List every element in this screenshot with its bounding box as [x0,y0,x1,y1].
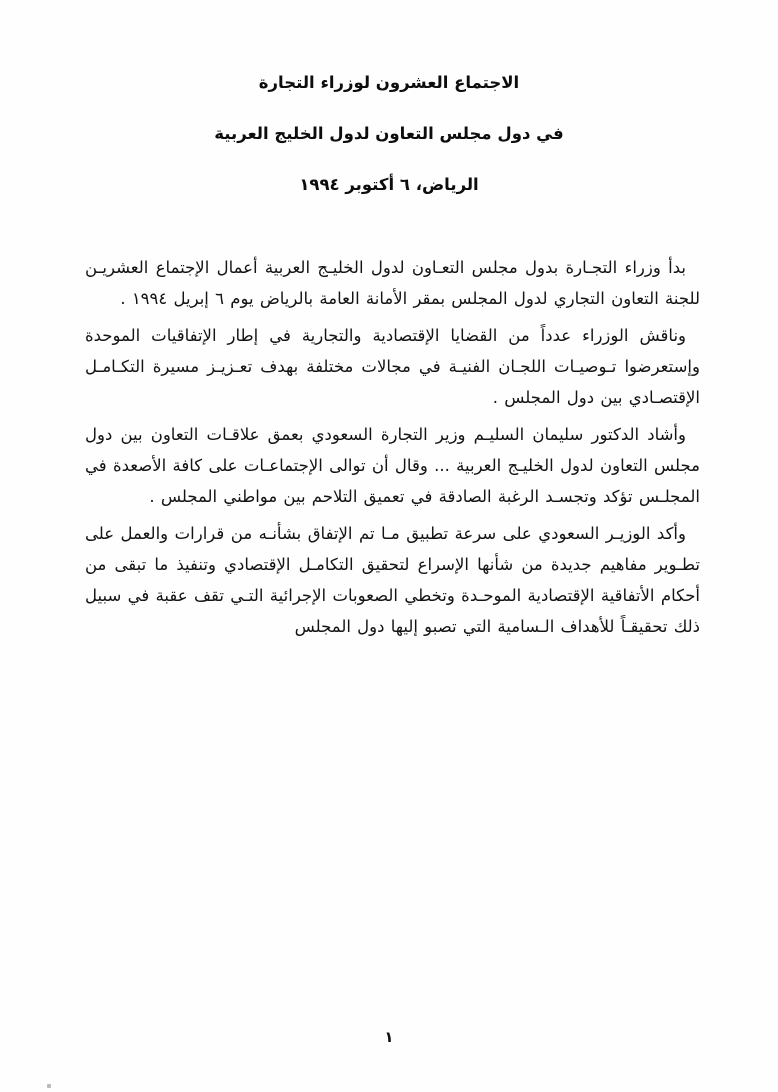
title-block [0,0,778,196]
title-line-organization: في دول مجلس التعاون لدول الخليج العربية [214,124,564,143]
paragraph-discussions: وناقش الوزراء عدداً من القضايا الإقتصادية والتجارية في إطار الإتفاقيات الموحدة وإستعرضوا تـوصيـات اللجـان الفنيـة في مجالات مختلفة بهدف تعـزيـز مسيرة التكـامـل الإقتصـادي بين دول المجلس . [85,326,700,407]
paragraph-minister-praise: وأشاد الدكتور سليمان السليـم وزير التجارة السعودي بعمق علاقـات التعاون بين دول مجلس التعاون لدول الخليـج العربية ... وقال أن توالى الإجتماعـات على كافة الأصعدة في المجلـس تؤكد وتجسـد الرغبة الصادقة في تعميق التلاحم بين مواطني المجلس . [85,425,700,506]
page-number: ١ [384,1028,394,1046]
paragraph-minister-emphasis: وأكد الوزيـر السعودي على سرعة تطبيق مـا تم الإتفاق بشأنـه من قرارات والعمل على تطـوير مفاهيم جديدة من شأنها الإسراع لتحقيق التكامـل الإقتصادي وتنفيذ ما تبقى من أحكام الأتفاقية الإقتصادية الموحـدة وتخطي الصعوبات الإجرائية التـي تقف عقبة في سبيل ذلك تحقيقـاً للأهداف الـسامية التي تصبو إليها دول المجلس [85,524,700,636]
title-line-place-date: الرياض، ٦ أكتوبر ١٩٩٤ [299,175,479,194]
title-line-meeting: الاجتماع العشرون لوزراء التجارة [258,73,520,92]
paragraph-opening: بدأ وزراء التجـارة بدول مجلس التعـاون لدول الخليـج العربية أعمال الإجتماع العشريـن للجنة التعاون التجاري لدول المجلس بمقر الأمانة العامة بالرياض يوم ٦ إبريل ١٩٩٤ . [85,258,700,308]
body-block [0,252,778,642]
scan-artifact-dot [47,1084,51,1088]
